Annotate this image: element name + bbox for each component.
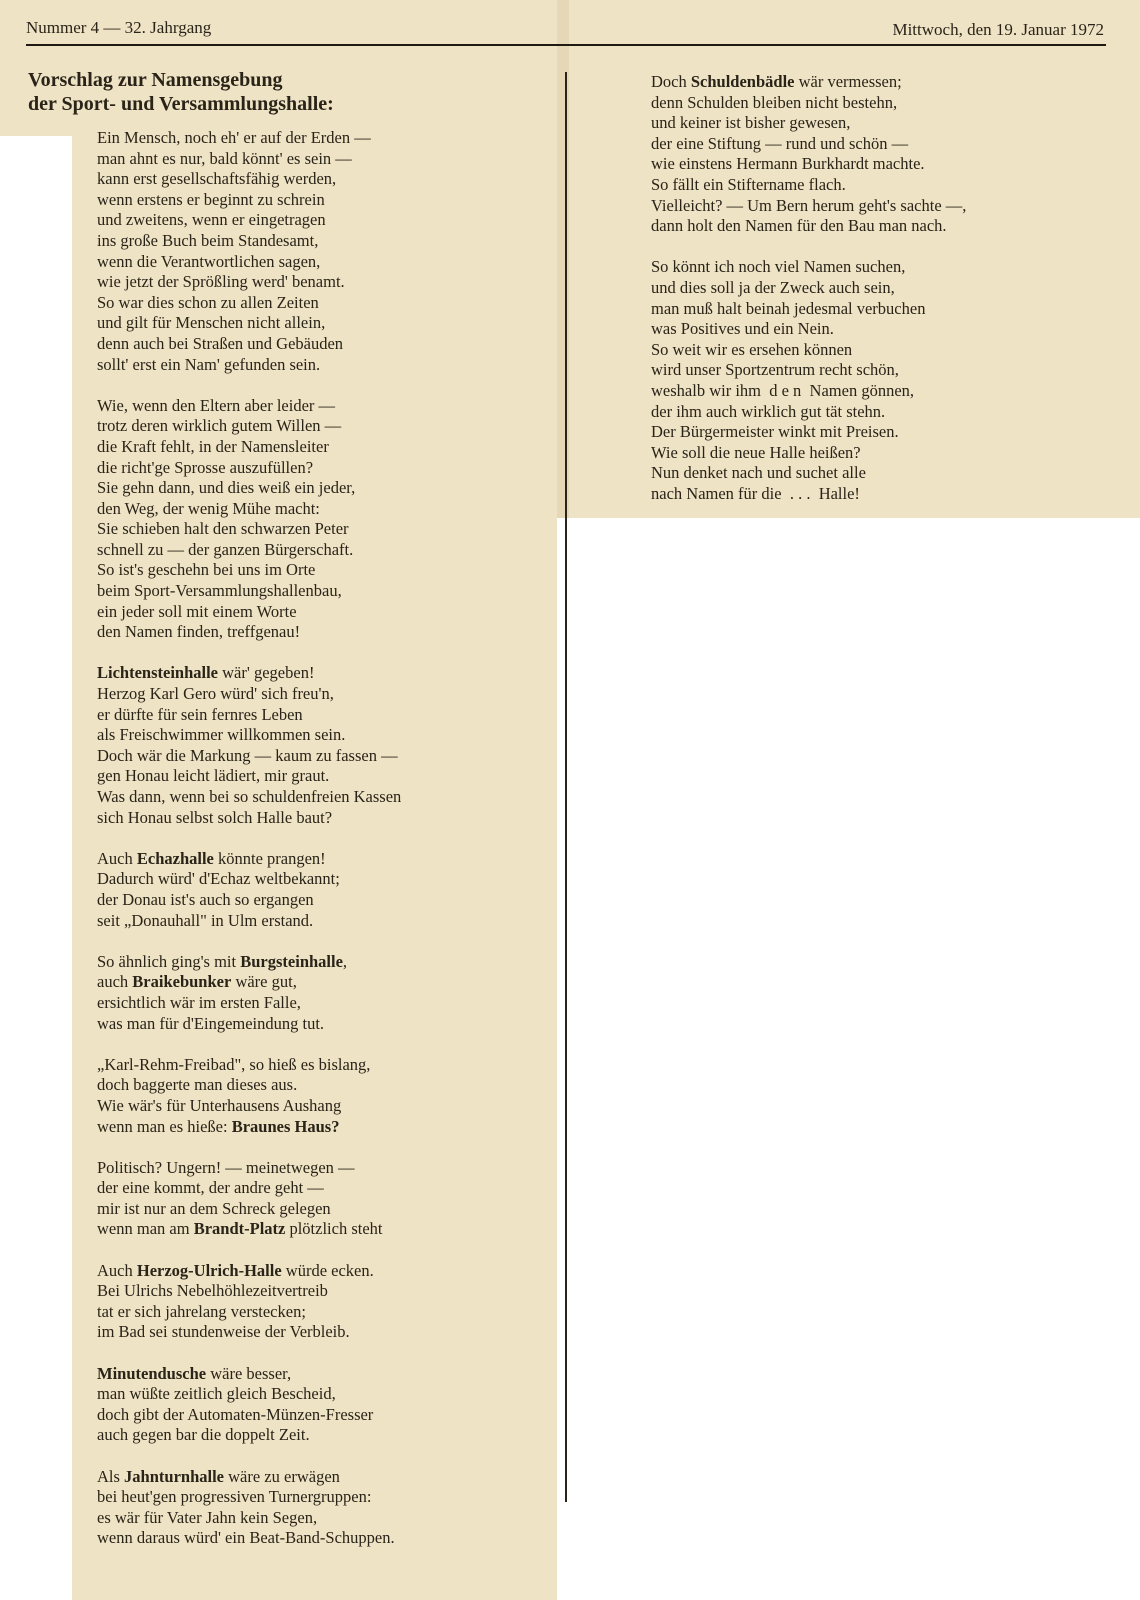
- poem-line: Ein Mensch, noch eh' er auf der Erden —: [97, 128, 371, 147]
- poem-line: Dadurch würd' d'Echaz weltbekannt;: [97, 869, 340, 889]
- poem-line: wenn die Verantwortlichen sagen,: [97, 251, 321, 271]
- issue-date: Mittwoch, den 19. Januar 1972: [892, 20, 1104, 39]
- poem-line: dann holt den Namen für den Bau man nach.: [651, 216, 947, 236]
- poem-line: den Namen finden, treffgenau!: [97, 622, 301, 642]
- poem-line: Doch wär die Markung — kaum zu fassen —: [97, 745, 398, 765]
- poem-left-column: [97, 128, 557, 1570]
- poem-stanza: [97, 1467, 557, 1549]
- poem-stanza: [651, 257, 1121, 504]
- poem-line: weshalb wir ihm d e n Namen gönnen,: [651, 380, 915, 400]
- poem-stanza: [97, 1261, 557, 1343]
- poem-line: er dürfte für sein fernres Leben: [97, 704, 303, 724]
- poem-line: auch Braikebunker wäre gut,: [97, 972, 297, 992]
- poem-stanza: [97, 849, 557, 931]
- poem-line: Lichtensteinhalle wär' gegeben!: [97, 663, 315, 683]
- proposed-name: Herzog-Ulrich-Halle: [136, 1260, 282, 1280]
- poem-line: Wie wär's für Unterhausens Aushang: [97, 1095, 342, 1115]
- poem-line: der Donau ist's auch so ergangen: [97, 889, 314, 909]
- poem-line: schnell zu — der ganzen Bürgerschaft.: [97, 539, 354, 559]
- poem-line: Auch Echazhalle könnte prangen!: [97, 848, 326, 868]
- poem-line: So könnt ich noch viel Namen suchen,: [651, 257, 906, 277]
- poem-line: So ist's geschehn bei uns im Orte: [97, 560, 316, 580]
- poem-line: Wie soll die neue Halle heißen?: [651, 442, 861, 462]
- poem-line: wird unser Sportzentrum recht schön,: [651, 360, 899, 380]
- poem-line: denn Schulden bleiben nicht bestehn,: [651, 92, 898, 112]
- poem-line: man ahnt es nur, bald könnt' es sein —: [97, 148, 352, 168]
- poem-line: beim Sport-Versammlungshallenbau,: [97, 581, 342, 601]
- poem-line: die Kraft fehlt, in der Namensleiter: [97, 436, 329, 456]
- poem-line: So weit wir es ersehen können: [651, 339, 853, 359]
- poem-line: der ihm auch wirklich gut tät stehn.: [651, 401, 886, 421]
- poem-line: Bei Ulrichs Nebelhöhlezeitvertreib: [97, 1281, 328, 1301]
- poem-line: tat er sich jahrelang verstecken;: [97, 1301, 306, 1321]
- poem-line: Als Jahnturnhalle wäre zu erwägen: [97, 1466, 340, 1486]
- poem-line: seit „Donauhall" in Ulm erstand.: [97, 910, 314, 930]
- poem-line: Herzog Karl Gero würd' sich freu'n,: [97, 684, 334, 704]
- proposed-name: Burgsteinhalle: [240, 951, 343, 971]
- poem-line: der eine kommt, der andre geht —: [97, 1178, 324, 1198]
- proposed-name: Braikebunker: [132, 972, 232, 992]
- column-divider: [565, 72, 567, 1502]
- poem-line: wenn man am Brandt-Platz plötzlich steht: [97, 1219, 383, 1239]
- proposed-name: Brandt-Platz: [193, 1219, 286, 1239]
- poem-stanza: [651, 72, 1121, 237]
- poem-line: Was dann, wenn bei so schuldenfreien Kassen: [97, 787, 402, 806]
- poem-stanza: [97, 1364, 557, 1446]
- poem-line: Sie schieben halt den schwarzen Peter: [97, 519, 349, 539]
- headline-line-2: der Sport- und Versammlungshalle:: [28, 93, 334, 115]
- poem-line: wenn daraus würd' ein Beat-Band-Schuppen.: [97, 1528, 395, 1548]
- poem-line: im Bad sei stundenweise der Verbleib.: [97, 1322, 350, 1342]
- poem-line: und keiner ist bisher gewesen,: [651, 113, 851, 133]
- issue-number: Nummer 4 — 32. Jahrgang: [26, 18, 212, 37]
- proposed-name: Minutendusche: [97, 1363, 207, 1383]
- poem-line: die richt'ge Sprosse auszufüllen?: [97, 457, 314, 477]
- poem-line: Politisch? Ungern! — meinetwegen —: [97, 1157, 355, 1177]
- poem-right-column: [651, 72, 1121, 525]
- poem-line: „Karl-Rehm-Freibad", so hieß es bislang,: [97, 1054, 371, 1074]
- poem-stanza: [97, 952, 557, 1034]
- poem-line: sollt' erst ein Nam' gefunden sein.: [97, 354, 321, 374]
- poem-line: kann erst gesellschaftsfähig werden,: [97, 169, 337, 189]
- poem-line: als Freischwimmer willkommen sein.: [97, 725, 346, 745]
- poem-stanza: [97, 1055, 557, 1137]
- poem-line: man muß halt beinah jedesmal verbuchen: [651, 298, 926, 318]
- poem-line: was man für d'Eingemeindung tut.: [97, 1013, 325, 1033]
- poem-line: denn auch bei Straßen und Gebäuden: [97, 333, 344, 353]
- poem-line: nach Namen für die . . . Halle!: [651, 483, 860, 503]
- header-rule: [26, 44, 1106, 46]
- poem-line: man wüßte zeitlich gleich Bescheid,: [97, 1384, 336, 1404]
- poem-line: Doch Schuldenbädle wär vermessen;: [651, 72, 902, 91]
- proposed-name: Braunes Haus?: [231, 1116, 340, 1136]
- poem-stanza: [97, 1158, 557, 1240]
- poem-line: Vielleicht? — Um Bern herum geht's sachte —,: [651, 195, 967, 215]
- poem-line: ersichtlich wär im ersten Falle,: [97, 992, 301, 1012]
- poem-line: wie jetzt der Sprößling werd' benamt.: [97, 272, 345, 292]
- poem-line: Auch Herzog-Ulrich-Halle würde ecken.: [97, 1260, 374, 1280]
- poem-line: es wär für Vater Jahn kein Segen,: [97, 1507, 318, 1527]
- clipping-fold-shade: [557, 0, 569, 518]
- poem-line: und gilt für Menschen nicht allein,: [97, 313, 326, 333]
- poem-line: So ähnlich ging's mit Burgsteinhalle,: [97, 951, 348, 971]
- poem-line: und dies soll ja der Zweck auch sein,: [651, 277, 895, 297]
- poem-line: und zweitens, wenn er eingetragen: [97, 210, 326, 230]
- headline-line-1: Vorschlag zur Namensgebung: [28, 69, 283, 91]
- proposed-name: Echazhalle: [136, 848, 214, 868]
- poem-line: Der Bürgermeister winkt mit Preisen.: [651, 422, 899, 442]
- poem-line: trotz deren wirklich gutem Willen —: [97, 416, 342, 436]
- proposed-name: Lichtensteinhalle: [97, 663, 219, 683]
- poem-line: mir ist nur an dem Schreck gelegen: [97, 1198, 331, 1218]
- poem-line: was Positives und ein Nein.: [651, 319, 834, 339]
- poem-line: auch gegen bar die doppelt Zeit.: [97, 1425, 310, 1445]
- poem-stanza: [97, 663, 557, 828]
- poem-line: ein jeder soll mit einem Worte: [97, 601, 297, 621]
- poem-line: sich Honau selbst solch Halle baut?: [97, 807, 333, 827]
- article-headline: [28, 68, 334, 116]
- poem-line: So fällt ein Stiftername flach.: [651, 174, 846, 194]
- poem-line: der eine Stiftung — rund und schön —: [651, 133, 909, 153]
- poem-line: doch baggerte man dieses aus.: [97, 1075, 298, 1095]
- poem-line: So war dies schon zu allen Zeiten: [97, 292, 319, 312]
- poem-line: wie einstens Hermann Burkhardt machte.: [651, 154, 925, 174]
- poem-line: den Weg, der wenig Mühe macht:: [97, 498, 320, 518]
- poem-stanza: [97, 128, 557, 375]
- poem-line: wenn man es hieße: Braunes Haus?: [97, 1116, 340, 1136]
- poem-line: gen Honau leicht lädiert, mir graut.: [97, 766, 330, 786]
- poem-line: Nun denket nach und suchet alle: [651, 463, 866, 483]
- poem-line: ins große Buch beim Standesamt,: [97, 230, 319, 250]
- poem-line: Minutendusche wäre besser,: [97, 1363, 292, 1383]
- proposed-name: Jahnturnhalle: [124, 1466, 224, 1486]
- poem-line: wenn erstens er beginnt zu schrein: [97, 189, 325, 209]
- poem-line: Sie gehn dann, und dies weiß ein jeder,: [97, 478, 356, 498]
- proposed-name: Schuldenbädle: [690, 72, 795, 91]
- poem-line: doch gibt der Automaten-Münzen-Fresser: [97, 1404, 374, 1424]
- poem-line: bei heut'gen progressiven Turnergruppen:: [97, 1487, 372, 1507]
- poem-line: Wie, wenn den Eltern aber leider —: [97, 395, 336, 415]
- poem-stanza: [97, 396, 557, 643]
